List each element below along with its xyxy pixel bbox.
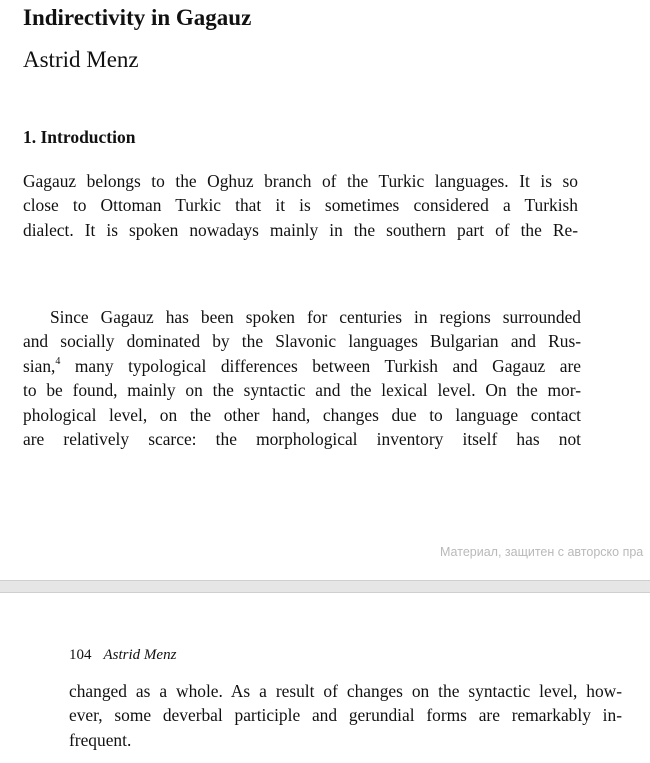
text-line: Gagauz belongs to the Oghuz branch of the Turkic languages. It is so <box>23 171 578 191</box>
continuation-paragraph <box>69 679 622 752</box>
running-author: Astrid Menz <box>103 647 177 663</box>
text-line: ever, some deverbal participle and gerundial forms are remarkably in- <box>69 705 622 726</box>
text-line: are relatively scarce: the morphological inventory itself has not <box>23 428 581 449</box>
text-line-with-footnote <box>23 354 581 378</box>
text-line: dialect. It is spoken nowadays mainly in the southern part of the Re- <box>23 219 578 240</box>
text-line: changed as a whole. As a result of changes on the syntactic level, how- <box>69 681 622 701</box>
text-line: Since Gagauz has been spoken for centuries in regions surrounded <box>50 307 581 327</box>
intro-paragraph <box>23 169 578 242</box>
running-header <box>69 647 176 664</box>
text-line: and socially dominated by the Slavonic languages Bulgarian and Rus- <box>23 331 581 352</box>
text-fragment: many typological differences between Turkish and Gagauz are <box>60 355 581 376</box>
text-line: frequent. <box>69 729 132 750</box>
page-separator <box>0 580 650 593</box>
text-fragment: sian, <box>23 355 56 376</box>
contact-paragraph <box>23 305 581 451</box>
chapter-title: Indirectivity in Gagauz <box>23 5 252 30</box>
section-heading: 1. Introduction <box>23 127 136 147</box>
chapter-author: Astrid Menz <box>23 47 139 72</box>
copyright-watermark: Материал, защитен с авторско пра <box>440 545 644 559</box>
footnote-marker[interactable]: 4 <box>55 355 61 367</box>
text-line: phological level, on the other hand, changes due to language contact <box>23 404 581 425</box>
text-line: to be found, mainly on the syntactic and the lexical level. On the mor- <box>23 380 581 401</box>
page-number: 104 <box>69 647 92 663</box>
text-line: close to Ottoman Turkic that it is sometimes considered a Turkish <box>23 195 578 216</box>
